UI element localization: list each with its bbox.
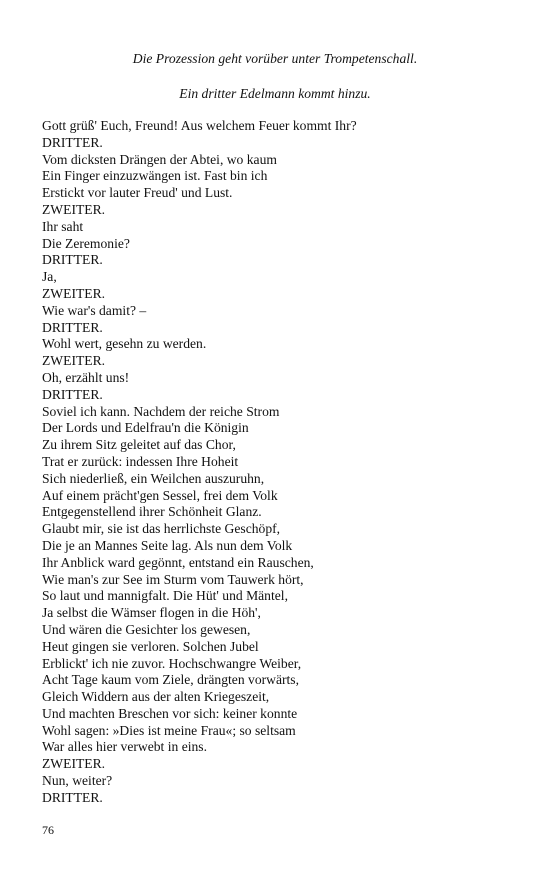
stage-direction-third-nobleman: Ein dritter Edelmann kommt hinzu. bbox=[179, 86, 371, 101]
verse-line: Gleich Widdern aus der alten Kriegeszeit, bbox=[42, 689, 270, 705]
speaker-name: DRITTER. bbox=[42, 386, 103, 402]
verse-line: Wie man's zur See im Sturm vom Tauwerk hört, bbox=[42, 571, 304, 587]
verse-line: Soviel ich kann. Nachdem der reiche Strom bbox=[42, 403, 280, 419]
verse-line: War alles hier verwebt in eins. bbox=[42, 739, 207, 755]
speaker-name: DRITTER. bbox=[42, 134, 103, 150]
verse-line: Heut gingen sie verloren. Solchen Jubel bbox=[42, 638, 259, 654]
verse-line: Und machten Breschen vor sich: keiner konnte bbox=[42, 705, 298, 721]
verse-line: Zu ihrem Sitz geleitet auf das Chor, bbox=[42, 437, 236, 453]
speaker-name: DRITTER. bbox=[42, 319, 103, 335]
verse-line: Wohl sagen: »Dies ist meine Frau«; so seltsam bbox=[42, 722, 296, 738]
verse-line: Nun, weiter? bbox=[42, 773, 113, 789]
verse-line: Sich niederließ, ein Weilchen auszuruhn, bbox=[42, 470, 265, 486]
speaker-name: ZWEITER. bbox=[42, 353, 106, 369]
verse-line: Ja, bbox=[42, 269, 57, 285]
verse-line: Erstickt vor lauter Freud' und Lust. bbox=[42, 185, 233, 201]
speaker-name: DRITTER. bbox=[42, 789, 103, 805]
speaker-name: DRITTER. bbox=[42, 252, 103, 268]
verse-line: Gott grüß' Euch, Freund! Aus welchem Feuer kommt Ihr? bbox=[42, 118, 357, 133]
verse-line: Erblickt' ich nie zuvor. Hochschwangre Weiber, bbox=[42, 655, 302, 671]
page-number: 76 bbox=[42, 823, 54, 837]
verse-line: Trat er zurück: indessen Ihre Hoheit bbox=[42, 453, 239, 469]
stage-direction-procession: Die Prozession geht vorüber unter Trompetenschall. bbox=[132, 51, 418, 66]
verse-line: Ja selbst die Wämser flogen in die Höh', bbox=[42, 605, 261, 621]
verse-line: Oh, erzählt uns! bbox=[42, 369, 130, 385]
speaker-name: ZWEITER. bbox=[42, 756, 106, 772]
verse-line: Auf einem prächt'gen Sessel, frei dem Volk bbox=[42, 487, 278, 503]
verse-line: Glaubt mir, sie ist das herrlichste Geschöpf, bbox=[42, 521, 281, 537]
dialogue-text bbox=[42, 118, 512, 807]
verse-line: Wie war's damit? – bbox=[42, 302, 147, 318]
verse-line: Die Zeremonie? bbox=[42, 235, 130, 251]
verse-line: Ihr Anblick ward gegönnt, entstand ein Rauschen, bbox=[42, 554, 314, 570]
verse-line: Acht Tage kaum vom Ziele, drängten vorwärts, bbox=[42, 672, 299, 688]
verse-line: Der Lords und Edelfrau'n die Königin bbox=[42, 420, 249, 436]
verse-line: Entgegenstellend ihrer Schönheit Glanz. bbox=[42, 504, 262, 520]
verse-line: Und wären die Gesichter los gewesen, bbox=[42, 621, 251, 637]
verse-line: Wohl wert, gesehn zu werden. bbox=[42, 336, 207, 352]
verse-line: Die je an Mannes Seite lag. Als nun dem Volk bbox=[42, 537, 293, 553]
speaker-name: ZWEITER. bbox=[42, 201, 106, 217]
verse-line: So laut und mannigfalt. Die Hüt' und Mäntel, bbox=[42, 588, 288, 604]
verse-line: Ihr saht bbox=[42, 218, 84, 234]
verse-line: Vom dicksten Drängen der Abtei, wo kaum bbox=[42, 151, 277, 167]
speaker-name: ZWEITER. bbox=[42, 285, 106, 301]
verse-line: Ein Finger einzuzwängen ist. Fast bin ich bbox=[42, 168, 268, 184]
